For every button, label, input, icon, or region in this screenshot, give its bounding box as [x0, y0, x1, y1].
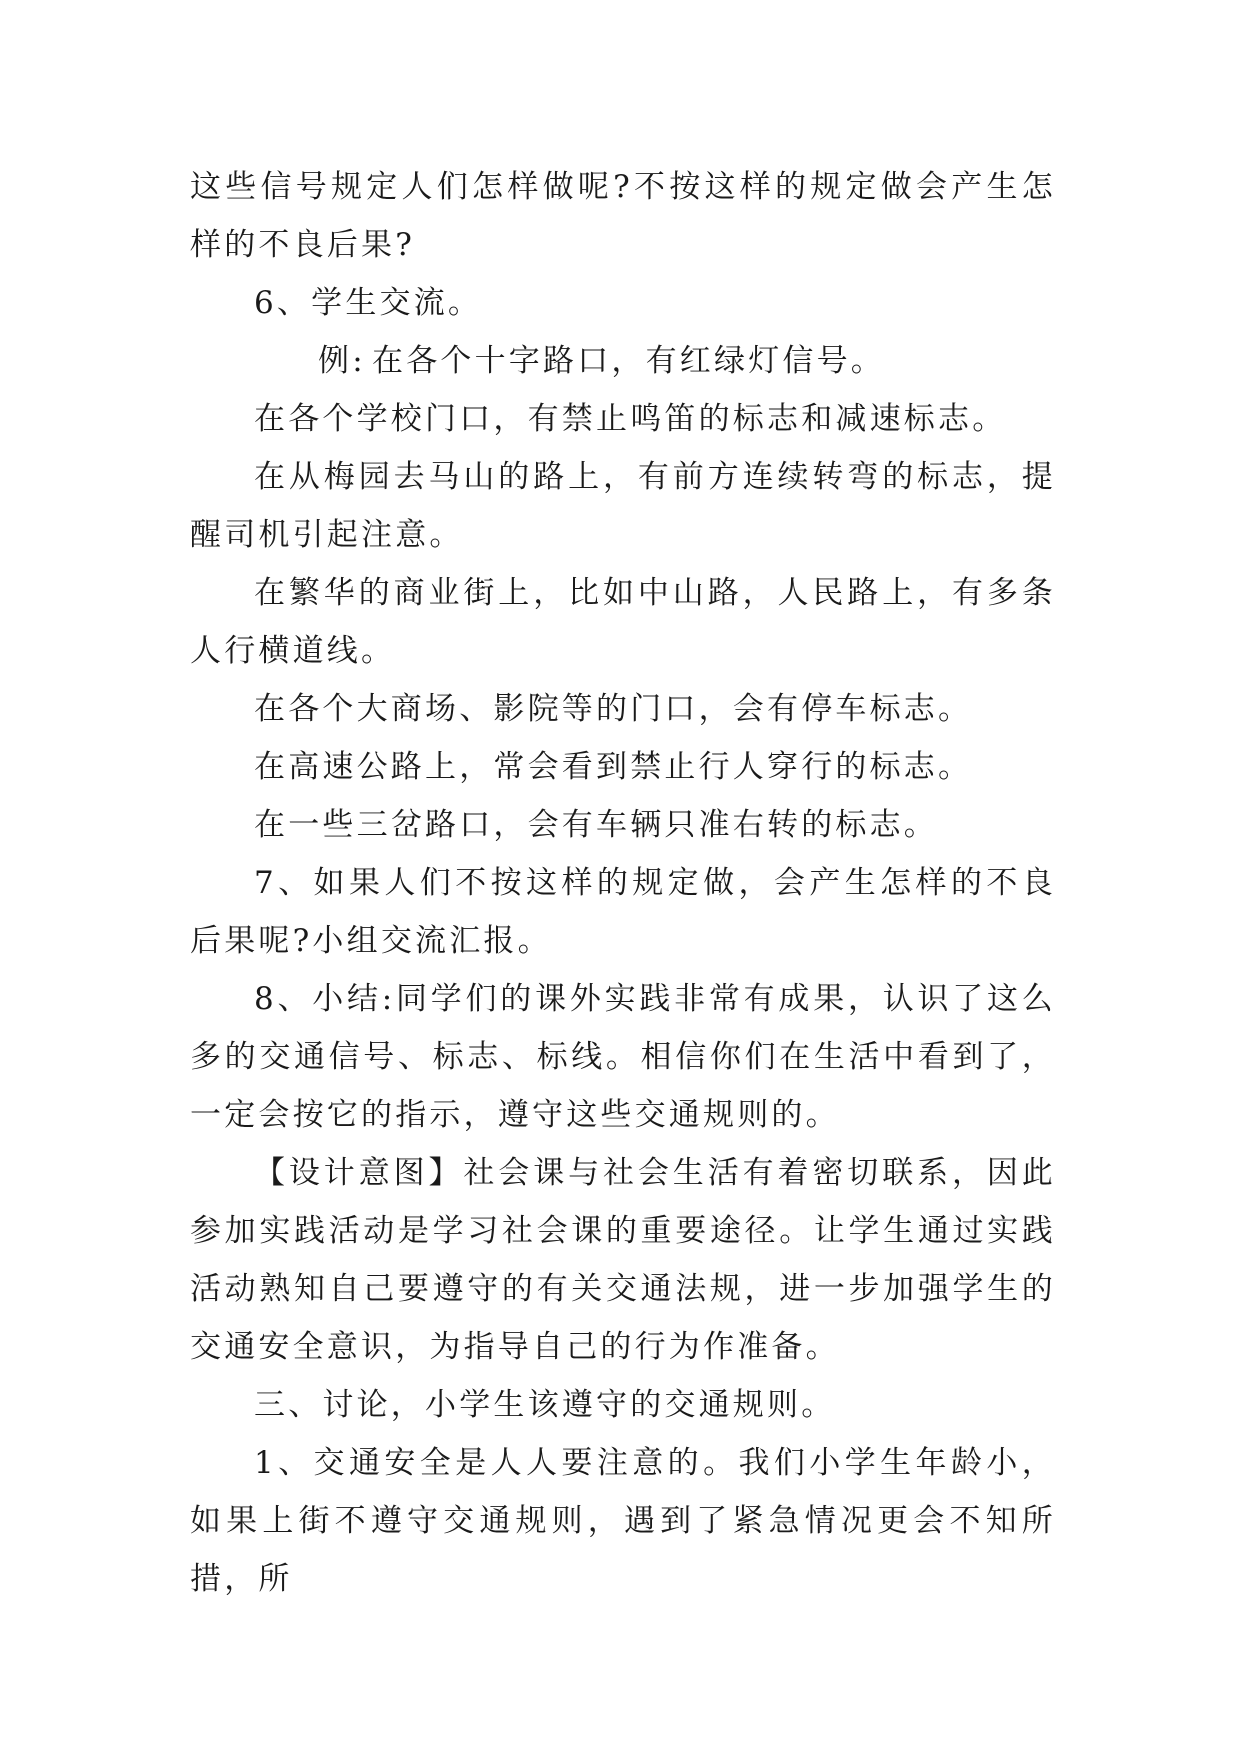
paragraph-example	[190, 332, 1056, 390]
paragraph: 在从梅园去马山的路上，有前方连续转弯的标志，提醒司机引起注意。	[190, 459, 1056, 553]
paragraph: 这些信号规定人们怎样做呢?不按这样的规定做会产生怎样的不良后果?	[190, 169, 1056, 263]
paragraph: 在高速公路上，常会看到禁止行人穿行的标志。	[254, 749, 973, 785]
paragraph: 在各个学校门口，有禁止鸣笛的标志和减速标志。	[254, 401, 1007, 437]
document-body	[190, 158, 1056, 1608]
paragraph-step-6: 6、学生交流。	[254, 285, 483, 321]
paragraph: 在一些三岔路口，会有车辆只准右转的标志。	[254, 807, 938, 843]
paragraph: 在繁华的商业街上，比如中山路，人民路上，有多条人行横道线。	[190, 575, 1056, 669]
paragraph-step-7: 7、如果人们不按这样的规定做，会产生怎样的不良后果呢?小组交流汇报。	[190, 865, 1056, 959]
paragraph-step-1: 1、交通安全是人人要注意的。我们小学生年龄小，如果上街不遵守交通规则，遇到了紧急情况更会不知所措，所	[190, 1445, 1056, 1597]
section-heading: 三、讨论，小学生该遵守的交通规则。	[254, 1387, 836, 1423]
paragraph: 在各个大商场、影院等的门口，会有停车标志。	[254, 691, 973, 727]
paragraph-summary: 8、小结:同学们的课外实践非常有成果，认识了这么多的交通信号、标志、标线。相信你们在生活中看到了，一定会按它的指示，遵守这些交通规则的。	[190, 981, 1056, 1133]
example-label: 例:	[318, 343, 366, 379]
paragraph-design-intent: 【设计意图】社会课与社会生活有着密切联系，因此参加实践活动是学习社会课的重要途径。让学生通过实践活动熟知自己要遵守的有关交通法规，进一步加强学生的交通安全意识，为指导自己的行为作准备。	[190, 1155, 1056, 1365]
example-text: 在各个十字路口，有红绿灯信号。	[372, 343, 885, 379]
